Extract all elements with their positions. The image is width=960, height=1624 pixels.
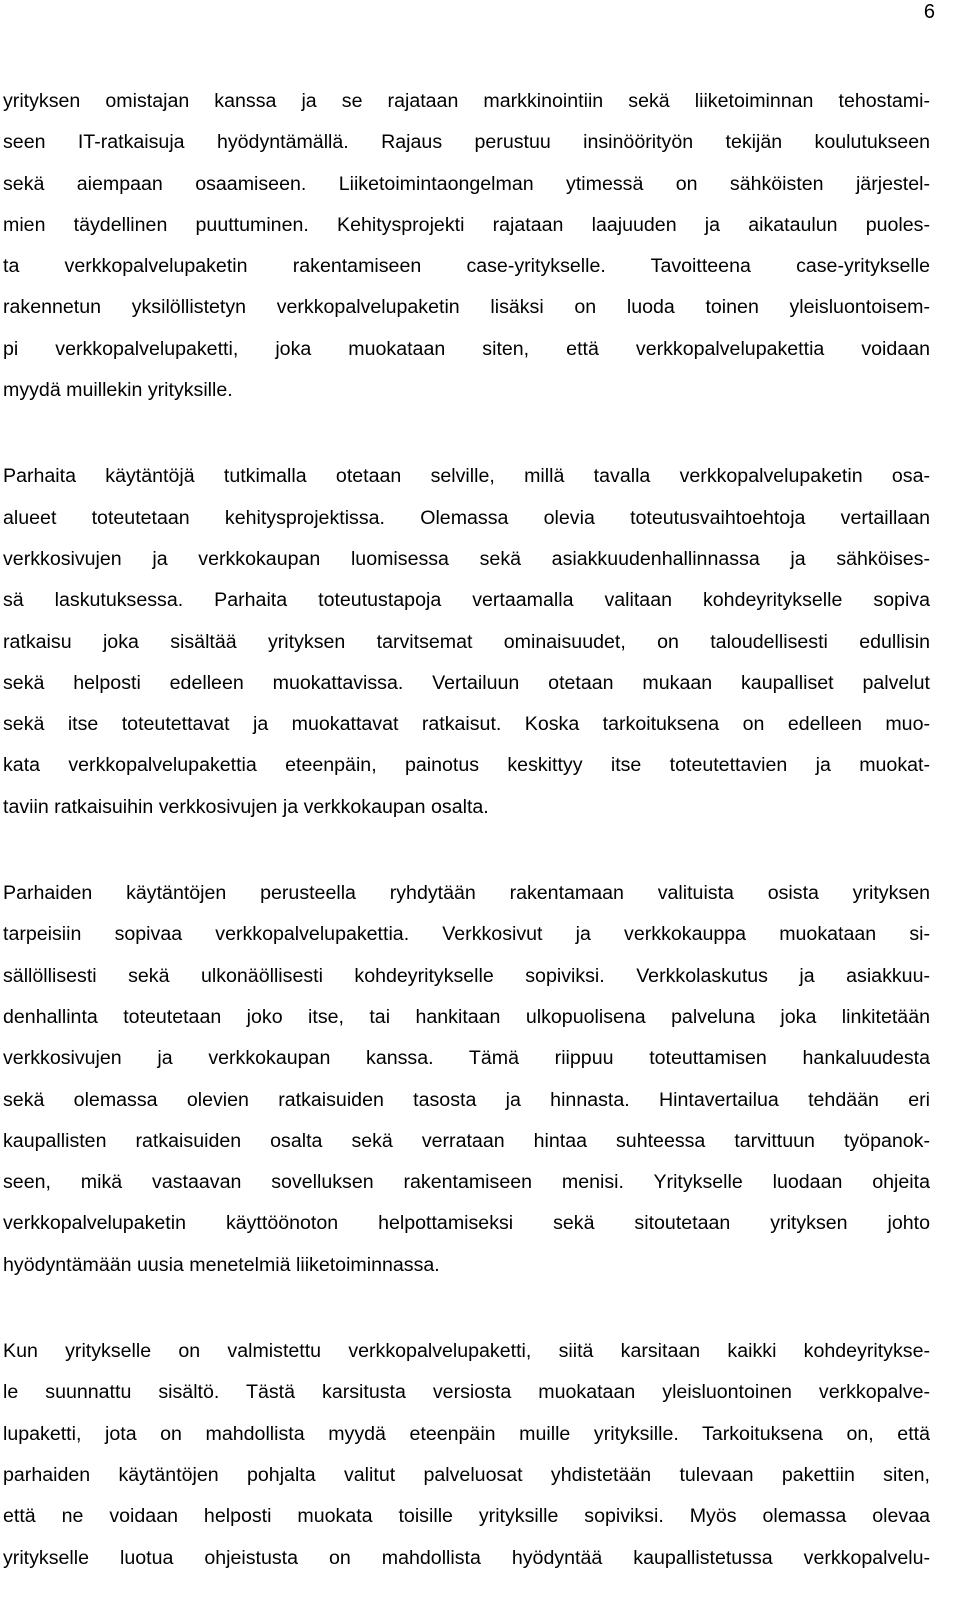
- text-line: parhaiden käytäntöjen pohjalta valitut palveluosat yhdistetään tulevaan pakettiin siten,: [3, 1463, 930, 1486]
- text-line: alueet toteutetaan kehitysprojektissa. Olemassa olevia toteutusvaihtoehtoja vertaillaan: [3, 506, 930, 529]
- text-line: sä laskutuksessa. Parhaita toteutustapoja vertaamalla valitaan kohdeyritykselle sopiva: [3, 589, 930, 612]
- text-line: yritykselle luotua ohjeistusta on mahdollista hyödyntää kaupallistetussa verkkopalvelu-: [3, 1546, 930, 1569]
- text-line: myydä muillekin yrityksille.: [3, 379, 233, 402]
- paragraph: [3, 1331, 930, 1579]
- text-line: ratkaisu joka sisältää yrityksen tarvitsemat ominaisuudet, on taloudellisesti edullisin: [3, 630, 930, 653]
- text-line: Parhaita käytäntöjä tutkimalla otetaan selville, millä tavalla verkkopalvelupaketin osa-: [3, 465, 930, 488]
- text-line: sekä aiempaan osaamiseen. Liiketoimintaongelman ytimessä on sähköisten järjestel-: [3, 172, 930, 195]
- text-line: sällöllisesti sekä ulkonäöllisesti kohdeyritykselle sopiviksi. Verkkolaskutus ja asiakkuu-: [3, 964, 930, 987]
- text-line: taviin ratkaisuihin verkkosivujen ja verkkokaupan osalta.: [3, 795, 489, 818]
- text-line: lupaketti, jota on mahdollista myydä eteenpäin muille yrityksille. Tarkoituksena on, että: [3, 1422, 930, 1445]
- text-line: seen IT-ratkaisuja hyödyntämällä. Rajaus perustuu insinöörityön tekijän koulutukseen: [3, 131, 930, 154]
- text-line: verkkosivujen ja verkkokaupan luomisessa sekä asiakkuudenhallinnassa ja sähköises-: [3, 547, 930, 570]
- text-line: seen, mikä vastaavan sovelluksen rakentamiseen menisi. Yritykselle luodaan ohjeita: [3, 1171, 930, 1194]
- text-line: hyödyntämään uusia menetelmiä liiketoiminnassa.: [3, 1253, 440, 1276]
- paragraph: [3, 873, 930, 1286]
- text-line: rakennetun yksilöllistetyn verkkopalvelupaketin lisäksi on luoda toinen yleisluontoisem-: [3, 296, 930, 319]
- page-number: 6: [923, 1, 935, 23]
- text-line: että ne voidaan helposti muokata toisille yrityksille sopiviksi. Myös olemassa olevaa: [3, 1505, 930, 1528]
- text-line: sekä helposti edelleen muokattavissa. Vertailuun otetaan mukaan kaupalliset palvelut: [3, 671, 930, 694]
- text-line: yrityksen omistajan kanssa ja se rajataan markkinointiin sekä liiketoiminnan tehostami-: [3, 90, 930, 112]
- text-line: tarpeisiin sopivaa verkkopalvelupakettia. Verkkosivut ja verkkokauppa muokataan si-: [3, 923, 930, 946]
- text-line: Kun yritykselle on valmistettu verkkopalvelupaketti, siitä karsitaan kaikki kohdeyritykse-: [3, 1340, 930, 1363]
- text-line: Parhaiden käytäntöjen perusteella ryhdytään rakentamaan valituista osista yrityksen: [3, 882, 930, 905]
- text-line: pi verkkopalvelupaketti, joka muokataan siten, että verkkopalvelupakettia voidaan: [3, 337, 930, 360]
- text-line: le suunnattu sisältö. Tästä karsitusta versiosta muokataan yleisluontoinen verkkopalve-: [3, 1381, 930, 1404]
- document-body: [3, 81, 930, 1624]
- text-line: verkkosivujen ja verkkokaupan kanssa. Tämä riippuu toteuttamisen hankaluudesta: [3, 1047, 930, 1070]
- text-line: denhallinta toteutetaan joko itse, tai hankitaan ulkopuolisena palveluna joka linkitetään: [3, 1005, 930, 1028]
- text-line: sekä olemassa olevien ratkaisuiden tasosta ja hinnasta. Hintavertailua tehdään eri: [3, 1088, 930, 1111]
- text-line: ta verkkopalvelupaketin rakentamiseen case-yritykselle. Tavoitteena case-yritykselle: [3, 255, 930, 278]
- text-line: sekä itse toteutettavat ja muokattavat ratkaisut. Koska tarkoituksena on edelleen muo-: [3, 713, 930, 736]
- text-line: verkkopalvelupaketin käyttöönoton helpottamiseksi sekä sitoutetaan yrityksen johto: [3, 1212, 930, 1235]
- text-line: kaupallisten ratkaisuiden osalta sekä verrataan hintaa suhteessa tarvittuun työpanok-: [3, 1129, 930, 1152]
- paragraph: [3, 81, 930, 411]
- text-line: kata verkkopalvelupakettia eteenpäin, painotus keskittyy itse toteutettavien ja muokat-: [3, 754, 930, 777]
- text-line: mien täydellinen puuttuminen. Kehitysprojekti rajataan laajuuden ja aikataulun puoles-: [3, 213, 930, 236]
- paragraph: [3, 456, 930, 828]
